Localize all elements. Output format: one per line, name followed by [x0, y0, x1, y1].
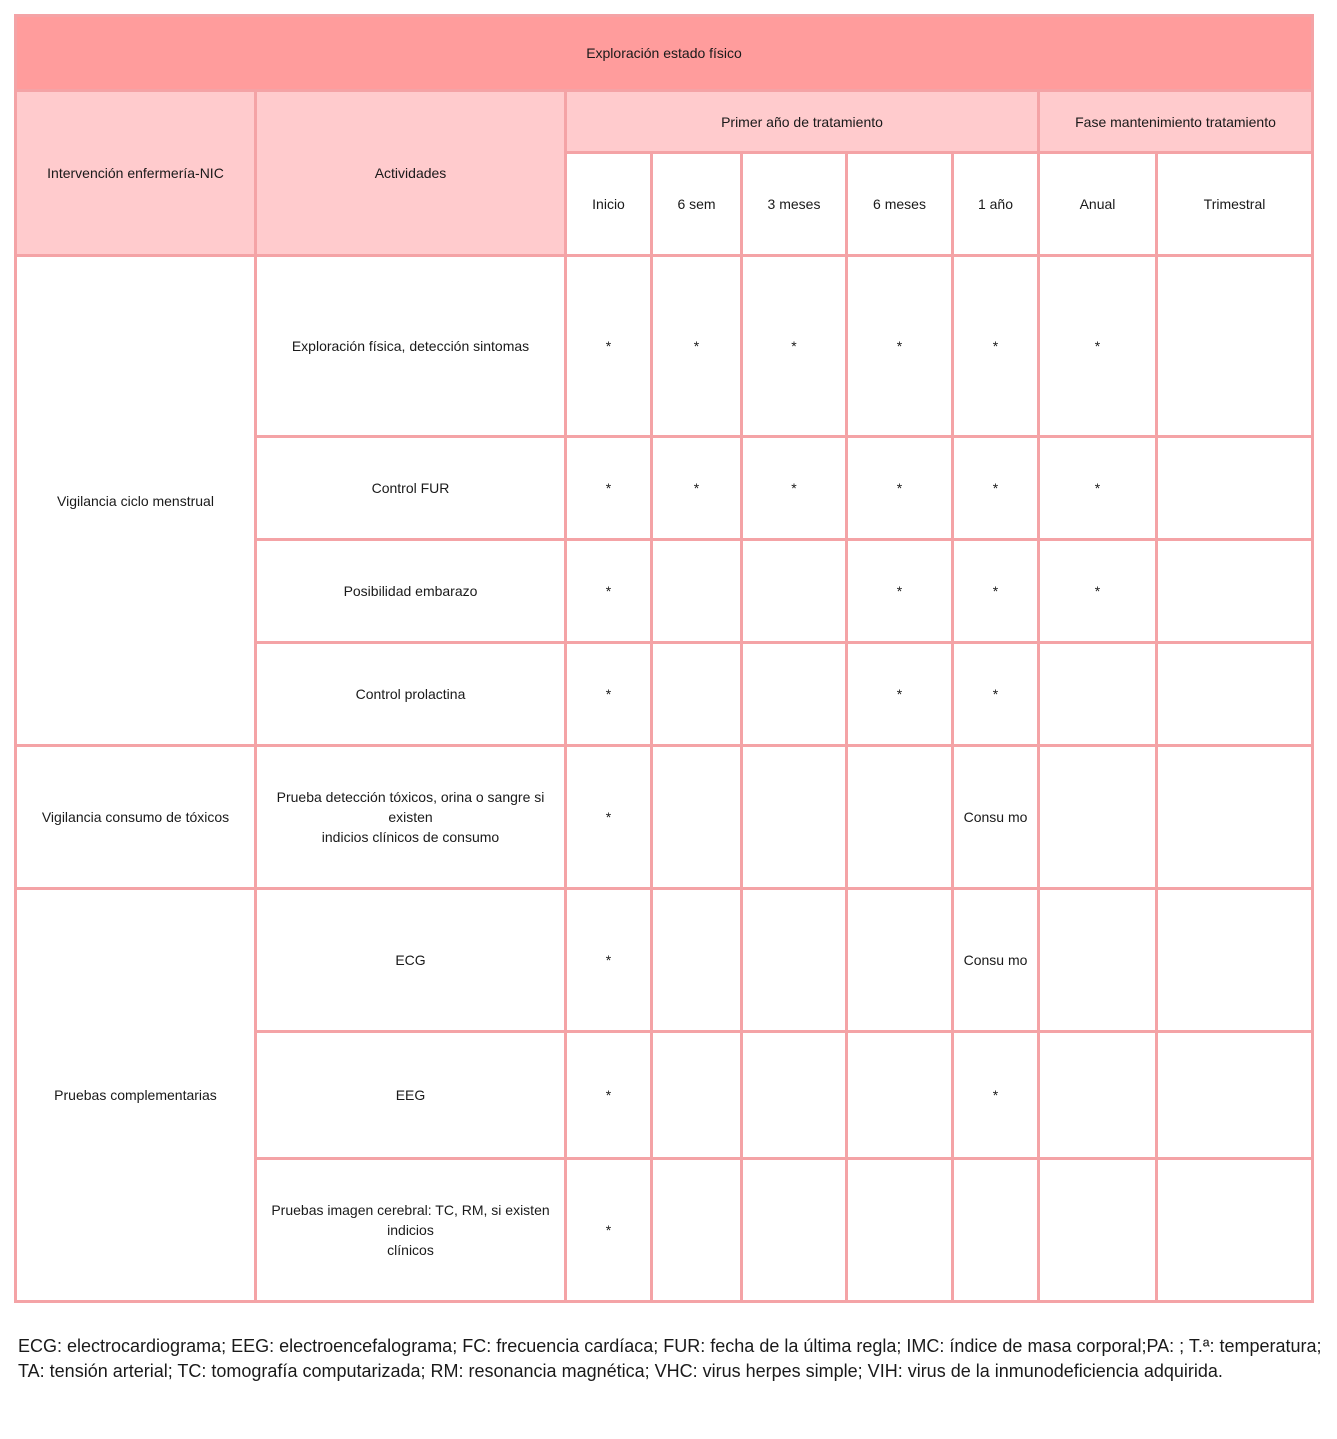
mark-cell	[652, 746, 742, 889]
mark-cell	[742, 889, 847, 1032]
intervention-cell: Vigilancia ciclo menstrual	[16, 256, 256, 746]
mark-cell: *	[953, 643, 1039, 746]
table-row	[16, 889, 1313, 1032]
mark-cell	[1039, 1159, 1157, 1302]
mark-cell: Consu mo	[953, 889, 1039, 1032]
mark-cell	[742, 746, 847, 889]
intervention-cell: Vigilancia consumo de tóxicos	[16, 746, 256, 889]
mark-cell: *	[953, 256, 1039, 437]
mark-cell	[652, 1032, 742, 1159]
mark-cell	[847, 889, 953, 1032]
mark-cell: *	[847, 437, 953, 540]
physical-exam-table	[14, 14, 1314, 1303]
mark-cell: *	[1039, 437, 1157, 540]
activity-line: indicios clínicos de consumo	[321, 829, 500, 845]
mark-cell: Consu mo	[953, 746, 1039, 889]
abbreviations-footnote: ECG: electrocardiograma; EEG: electroencefalograma; FC: frecuencia cardíaca; FUR: fecha de la última regla; IMC: índice de masa corporal;PA: ; T.ª: temperatura; TA: tensión arterial; TC: tomografía computarizada; RM: resonancia magnética; VHC: virus herpes simple; VIH: virus de la inmunodeficiencia adquirida.	[18, 1336, 1322, 1381]
header-group-maintenance: Fase mantenimiento tratamiento	[1039, 91, 1313, 153]
mark-cell	[1157, 1159, 1313, 1302]
table-row	[16, 256, 1313, 437]
mark-cell	[1157, 540, 1313, 643]
mark-cell	[1157, 746, 1313, 889]
mark-cell: *	[847, 540, 953, 643]
mark-cell	[1039, 1032, 1157, 1159]
mark-cell	[742, 1032, 847, 1159]
activity-line: Pruebas imagen cerebral: TC, RM, si existen indicios	[271, 1202, 550, 1238]
mark-cell	[742, 643, 847, 746]
table-title: Exploración estado físico	[16, 16, 1313, 91]
mark-cell	[1157, 1032, 1313, 1159]
mark-cell	[742, 540, 847, 643]
mark-cell: *	[847, 256, 953, 437]
mark-cell	[1039, 746, 1157, 889]
mark-cell: *	[566, 643, 652, 746]
mark-cell: *	[953, 437, 1039, 540]
mark-cell	[652, 889, 742, 1032]
mark-cell: *	[566, 256, 652, 437]
activity-cell: ECG	[256, 889, 566, 1032]
mark-cell: *	[566, 1032, 652, 1159]
mark-cell: *	[742, 256, 847, 437]
mark-cell: *	[566, 746, 652, 889]
mark-cell	[742, 1159, 847, 1302]
mark-cell: *	[953, 540, 1039, 643]
mark-cell	[1039, 643, 1157, 746]
header-period: Anual	[1039, 153, 1157, 256]
header-period: Trimestral	[1157, 153, 1313, 256]
header-group-first-year: Primer año de tratamiento	[566, 91, 1039, 153]
mark-cell	[1157, 643, 1313, 746]
mark-cell: *	[566, 540, 652, 643]
activity-line: clínicos	[387, 1242, 434, 1258]
header-intervention: Intervención enfermería-NIC	[16, 91, 256, 256]
mark-cell: *	[1039, 540, 1157, 643]
mark-cell	[1157, 889, 1313, 1032]
mark-cell: *	[566, 889, 652, 1032]
mark-cell	[652, 643, 742, 746]
activity-line: Prueba detección tóxicos, orina o sangre si existen	[276, 789, 545, 825]
activity-cell: Control FUR	[256, 437, 566, 540]
header-activities: Actividades	[256, 91, 566, 256]
mark-cell: *	[847, 643, 953, 746]
header-period: Inicio	[566, 153, 652, 256]
header-period: 6 sem	[652, 153, 742, 256]
table-row	[16, 746, 1313, 889]
mark-cell	[847, 1032, 953, 1159]
intervention-cell: Pruebas complementarias	[16, 889, 256, 1302]
mark-cell: *	[742, 437, 847, 540]
activity-cell: Control prolactina	[256, 643, 566, 746]
mark-cell	[652, 1159, 742, 1302]
mark-cell: *	[953, 1032, 1039, 1159]
mark-cell	[1157, 437, 1313, 540]
mark-cell	[1157, 256, 1313, 437]
mark-cell: *	[566, 437, 652, 540]
mark-cell	[847, 746, 953, 889]
activity-cell	[256, 1159, 566, 1302]
header-period: 1 año	[953, 153, 1039, 256]
mark-cell: *	[1039, 256, 1157, 437]
mark-cell	[1039, 889, 1157, 1032]
mark-cell	[847, 1159, 953, 1302]
mark-cell: *	[652, 256, 742, 437]
mark-cell: *	[652, 437, 742, 540]
header-period: 6 meses	[847, 153, 953, 256]
mark-cell: *	[566, 1159, 652, 1302]
activity-cell: Posibilidad embarazo	[256, 540, 566, 643]
mark-cell	[652, 540, 742, 643]
header-period: 3 meses	[742, 153, 847, 256]
activity-cell: EEG	[256, 1032, 566, 1159]
activity-cell	[256, 746, 566, 889]
mark-cell	[953, 1159, 1039, 1302]
activity-cell: Exploración física, detección sintomas	[256, 256, 566, 437]
